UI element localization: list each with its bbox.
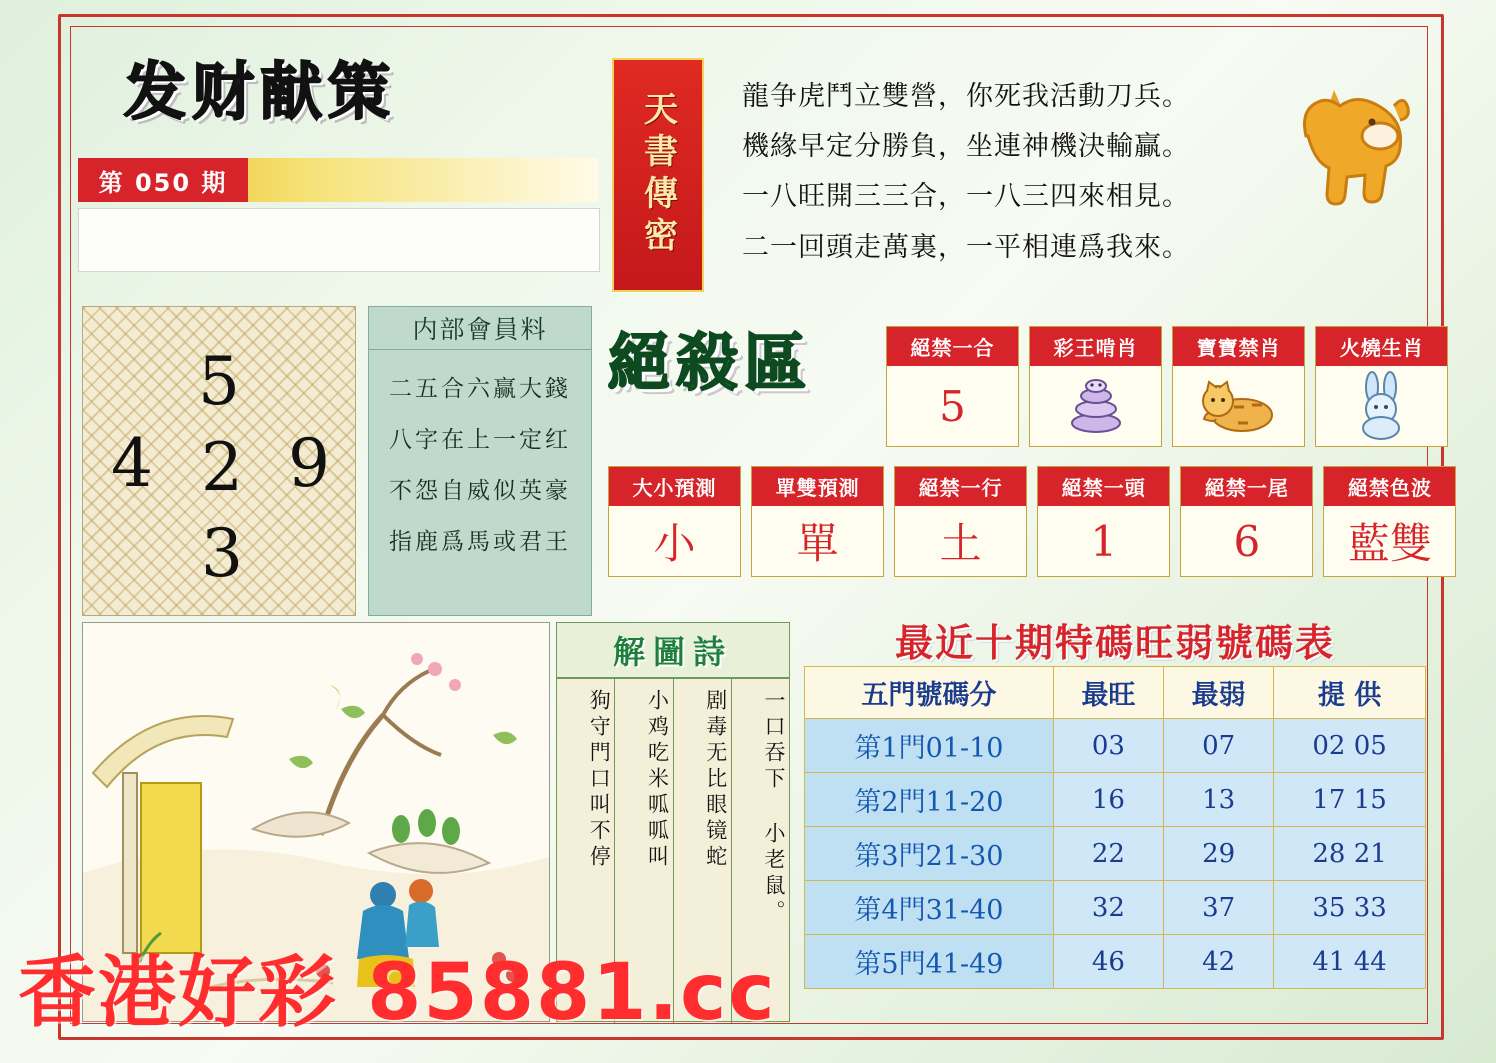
poem-line: 一八旺開三三合，一八三四來相見。 bbox=[742, 181, 1190, 213]
kill-cell-header: 彩王啃肖 bbox=[1030, 327, 1161, 366]
vertical-banner-label: 天書傳密 bbox=[637, 91, 678, 259]
kill-cell bbox=[751, 466, 884, 577]
row-cold: 37 bbox=[1164, 881, 1274, 935]
poem-column: 一口吞下 小老鼠。 bbox=[731, 679, 789, 1023]
member-panel-title: 内部會員料 bbox=[369, 307, 591, 350]
kill-cell-header: 絕禁一行 bbox=[895, 467, 1026, 506]
rabbit-icon bbox=[1316, 366, 1447, 446]
member-panel-lines bbox=[369, 350, 591, 568]
row-hot: 32 bbox=[1053, 881, 1163, 935]
member-line: 指鹿爲馬或君王 bbox=[389, 529, 571, 555]
member-line: 八字在上一定红 bbox=[389, 427, 571, 453]
row-offer: 35 33 bbox=[1274, 881, 1426, 935]
kill-cell bbox=[1315, 326, 1448, 447]
row-hot: 16 bbox=[1053, 773, 1163, 827]
row-offer: 02 05 bbox=[1274, 719, 1426, 773]
row-offer: 41 44 bbox=[1274, 935, 1426, 989]
member-line: 二五合六赢大錢 bbox=[389, 376, 571, 402]
row-cold: 07 bbox=[1164, 719, 1274, 773]
kill-cell-value: 6 bbox=[1233, 516, 1261, 566]
row-label: 第3門21-30 bbox=[805, 827, 1054, 881]
kill-cell bbox=[608, 466, 741, 577]
tiger-icon bbox=[1173, 366, 1304, 446]
member-info-panel bbox=[368, 306, 592, 616]
table-header-row bbox=[805, 667, 1426, 719]
column-header: 五門號碼分 bbox=[805, 667, 1054, 719]
row-label: 第4門31-40 bbox=[805, 881, 1054, 935]
table-row bbox=[805, 773, 1426, 827]
column-header: 最旺 bbox=[1053, 667, 1163, 719]
lucky-number: 4 bbox=[111, 425, 153, 502]
row-label: 第1門01-10 bbox=[805, 719, 1054, 773]
poem-column: 狗守門口叫不停 bbox=[587, 689, 612, 871]
poem-column: 小鸡吃米呱呱叫 bbox=[614, 679, 672, 1023]
lucky-number: 2 bbox=[201, 429, 243, 506]
lucky-number: 5 bbox=[198, 343, 240, 420]
column-header: 提 供 bbox=[1274, 667, 1426, 719]
row-cold: 29 bbox=[1164, 827, 1274, 881]
kill-zone-row-2 bbox=[608, 466, 1461, 577]
kill-cell-value: 單 bbox=[796, 519, 839, 568]
row-cold: 13 bbox=[1164, 773, 1274, 827]
issue-tag: 第 050 期 bbox=[78, 158, 248, 202]
lucky-number: 9 bbox=[288, 425, 330, 502]
kill-cell-header: 絕禁一合 bbox=[887, 327, 1018, 366]
snake-icon bbox=[1030, 366, 1161, 446]
row-hot: 03 bbox=[1053, 719, 1163, 773]
kill-cell-header: 寶寶禁肖 bbox=[1173, 327, 1304, 366]
kill-zone-row-1 bbox=[886, 326, 1453, 447]
row-hot: 22 bbox=[1053, 827, 1163, 881]
kill-cell bbox=[1180, 466, 1313, 577]
kill-cell-header: 火燒生肖 bbox=[1316, 327, 1447, 366]
kill-cell-header: 大小預測 bbox=[609, 467, 740, 506]
lucky-numbers-panel bbox=[82, 306, 356, 616]
kill-cell-value: 5 bbox=[939, 381, 966, 431]
kill-cell-header: 絕禁色波 bbox=[1324, 467, 1455, 506]
kill-cell bbox=[1172, 326, 1305, 447]
stats-table-title: 最近十期特碼旺弱號碼表 bbox=[894, 620, 1335, 665]
row-offer: 28 21 bbox=[1274, 827, 1426, 881]
kill-cell-header: 絕禁一尾 bbox=[1181, 467, 1312, 506]
poem-line: 龍争虎鬥立雙營，你死我活動刀兵。 bbox=[742, 81, 1190, 112]
poem-line: 二一回頭走萬裏，一平相連爲我來。 bbox=[742, 231, 1190, 263]
column-header: 最弱 bbox=[1164, 667, 1274, 719]
table-row bbox=[805, 719, 1426, 773]
kill-cell-header: 絕禁一頭 bbox=[1038, 467, 1169, 506]
header-poem bbox=[742, 72, 1272, 273]
member-line: 不怨自威似英豪 bbox=[389, 478, 571, 504]
table-row bbox=[805, 881, 1426, 935]
kill-cell-value: 小 bbox=[653, 519, 696, 568]
kill-zone-title: 絕殺區 bbox=[608, 326, 813, 399]
kill-cell bbox=[1029, 326, 1162, 447]
poem-line: 機緣早定分勝負，坐連神機決輸贏。 bbox=[742, 131, 1190, 163]
page-title: 发财献策 bbox=[124, 55, 397, 128]
kill-cell-value: 藍雙 bbox=[1347, 519, 1432, 568]
vertical-banner bbox=[612, 58, 704, 292]
kill-cell bbox=[1037, 466, 1170, 577]
header-title-block bbox=[78, 55, 608, 308]
horse-icon bbox=[1276, 78, 1426, 278]
row-label: 第5門41-49 bbox=[805, 935, 1054, 989]
lucky-number: 3 bbox=[201, 515, 243, 592]
row-cold: 42 bbox=[1164, 935, 1274, 989]
poem-column: 剧毒无比眼镜蛇 bbox=[673, 679, 731, 1023]
row-offer: 17 15 bbox=[1274, 773, 1426, 827]
kill-cell bbox=[894, 466, 1027, 577]
kill-cell-value: 土 bbox=[939, 519, 982, 568]
kill-cell bbox=[1323, 466, 1456, 577]
table-row bbox=[805, 827, 1426, 881]
kill-cell bbox=[886, 326, 1019, 447]
picture-poem-title: 解圖詩 bbox=[557, 623, 789, 679]
kill-cell-header: 單雙預測 bbox=[752, 467, 883, 506]
row-label: 第2門11-20 bbox=[805, 773, 1054, 827]
issue-blank-box bbox=[78, 208, 600, 272]
watermark: 香港好彩 85881.cc bbox=[18, 948, 777, 1038]
row-hot: 46 bbox=[1053, 935, 1163, 989]
kill-cell-value: 1 bbox=[1090, 516, 1118, 566]
